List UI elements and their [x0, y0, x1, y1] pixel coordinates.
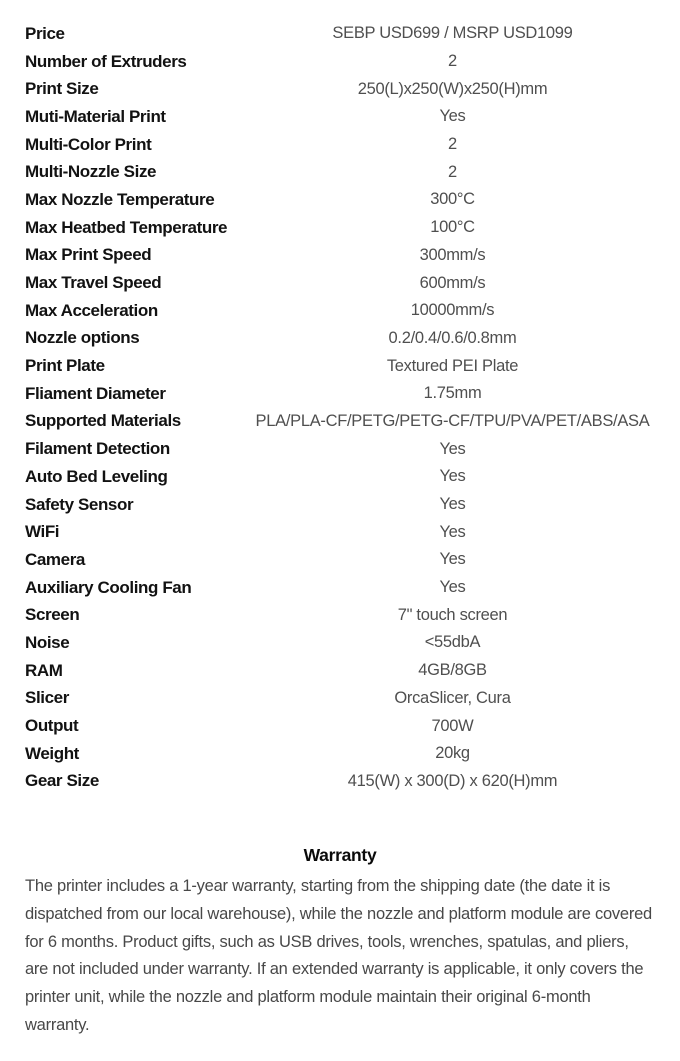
spec-row-label: Number of Extruders: [25, 51, 187, 71]
spec-row-label: Multi-Color Print: [25, 134, 152, 154]
spec-row: [25, 269, 655, 297]
spec-row-value: Textured PEI Plate: [386, 356, 519, 375]
spec-table: [25, 20, 655, 795]
spec-row-label: Auxiliary Cooling Fan: [25, 577, 192, 597]
spec-row-label: Nozzle options: [25, 328, 140, 348]
spec-row-value: Yes: [439, 578, 466, 597]
spec-row-value: 20kg: [435, 744, 470, 763]
spec-row-label: Max Travel Speed: [25, 273, 162, 293]
spec-row-label: Noise: [25, 632, 70, 652]
spec-row-label: Max Heatbed Temperature: [25, 217, 228, 237]
spec-row-label: Output: [25, 716, 79, 736]
spec-row-label: RAM: [25, 660, 63, 680]
spec-row: [25, 214, 655, 242]
spec-row-value: <55dbA: [424, 633, 481, 652]
spec-row-label: Screen: [25, 605, 80, 625]
spec-row-label: Print Size: [25, 79, 99, 99]
spec-row: [25, 131, 655, 159]
spec-row-label: Max Print Speed: [25, 245, 152, 265]
spec-row: [25, 574, 655, 602]
spec-row: [25, 103, 655, 131]
spec-row: [25, 629, 655, 657]
spec-row: [25, 601, 655, 629]
warranty-paragraph: The printer includes a 1-year warranty, starting from the shipping date (the date it is dispatched from our local warehouse), while the nozzle and platform module are covered for 6 months. Product gifts, such as USB drives, tools, wrenches, spatulas, and pliers, are not included under warranty. If an extended warranty is applicable, it only covers the printer unit, while the nozzle and platform module maintain their original 6-month warranty.: [25, 877, 652, 1034]
spec-row-label: Weight: [25, 743, 79, 763]
spec-row-label: Max Acceleration: [25, 300, 158, 320]
spec-row-value: Yes: [439, 439, 466, 458]
spec-row: [25, 297, 655, 325]
spec-row: [25, 768, 655, 796]
spec-row-value: 415(W) x 300(D) x 620(H)mm: [347, 771, 558, 790]
spec-row-value: 0.2/0.4/0.6/0.8mm: [388, 328, 517, 347]
spec-row: [25, 518, 655, 546]
spec-row: [25, 48, 655, 76]
spec-row-value: 250(L)x250(W)x250(H)mm: [357, 79, 548, 98]
warranty-heading: Warranty: [303, 845, 377, 866]
spec-row-value: 2: [448, 135, 457, 154]
spec-row-value: 4GB/8GB: [418, 661, 487, 680]
spec-row: [25, 325, 655, 353]
spec-row-value: 1.75mm: [423, 384, 482, 403]
spec-row: [25, 463, 655, 491]
spec-row-label: Gear Size: [25, 771, 99, 791]
spec-row-value: Yes: [439, 522, 466, 541]
spec-row-value: 2: [448, 162, 457, 181]
spec-row-value: Yes: [439, 107, 466, 126]
spec-row: [25, 546, 655, 574]
spec-row-label: Muti-Material Print: [25, 106, 166, 126]
spec-row-value: 10000mm/s: [410, 301, 495, 320]
spec-row: [25, 685, 655, 713]
spec-row: [25, 352, 655, 380]
spec-row-label: Supported Materials: [25, 411, 181, 431]
spec-row-value: Yes: [439, 467, 466, 486]
spec-row-label: Multi-Nozzle Size: [25, 162, 157, 182]
spec-row-value: 2: [448, 52, 457, 71]
spec-row-label: Auto Bed Leveling: [25, 466, 168, 486]
spec-row: [25, 186, 655, 214]
spec-row-label: Filament Detection: [25, 439, 170, 459]
spec-row: [25, 435, 655, 463]
spec-row-value: 300°C: [430, 190, 475, 209]
spec-row-label: Print Plate: [25, 356, 105, 376]
spec-row-value: PLA/PLA-CF/PETG/PETG-CF/TPU/PVA/PET/ABS/ASA: [255, 411, 650, 430]
spec-row-label: WiFi: [25, 522, 60, 542]
spec-row: [25, 491, 655, 519]
spec-row-value: 700W: [431, 716, 474, 735]
spec-row: [25, 408, 655, 436]
spec-row: [25, 712, 655, 740]
spec-row-value: Yes: [439, 495, 466, 514]
spec-row: [25, 242, 655, 270]
spec-row-value: 100°C: [430, 218, 475, 237]
spec-row: [25, 657, 655, 685]
spec-row: [25, 380, 655, 408]
spec-row-value: Yes: [439, 550, 466, 569]
spec-row: [25, 740, 655, 768]
spec-row-label: Price: [25, 23, 65, 43]
spec-row-value: 7" touch screen: [397, 605, 508, 624]
spec-row: [25, 75, 655, 103]
spec-row-value: 300mm/s: [419, 245, 486, 264]
spec-row: [25, 158, 655, 186]
spec-row-label: Camera: [25, 549, 85, 569]
spec-row-value: SEBP USD699 / MSRP USD1099: [332, 24, 573, 43]
spec-row-label: Safety Sensor: [25, 494, 134, 514]
spec-row-label: Slicer: [25, 688, 69, 708]
spec-row-label: Fliament Diameter: [25, 383, 166, 403]
spec-row-label: Max Nozzle Temperature: [25, 189, 215, 209]
spec-row: [25, 20, 655, 48]
spec-row-value: 600mm/s: [419, 273, 486, 292]
spec-row-value: OrcaSlicer, Cura: [394, 688, 511, 707]
